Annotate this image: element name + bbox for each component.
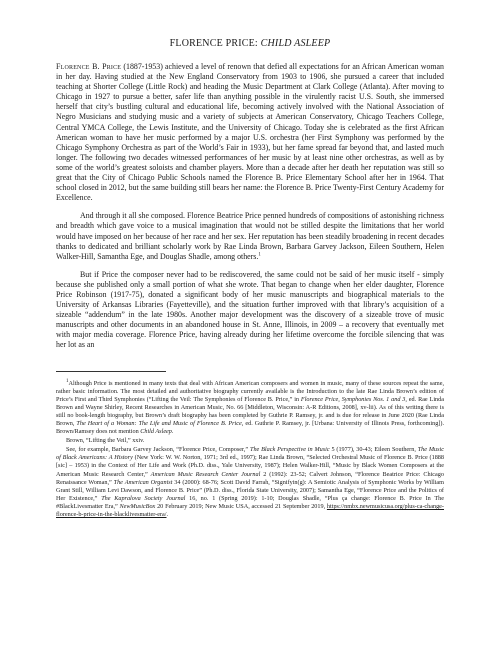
- footnote-1-text-d: .: [171, 428, 174, 436]
- footnote-1-text-b: , ed. Rae Linda Brown and Wayne Shirley, Recent Researches in American Music, No. 66 [Middleton, Wisconsin: A-R Editions, 2008], xv-lii). As of this writing there is still no book-length biography, but Brown’s draft biography has been completed by Guthrie P. Ramsey, jr. and is due for release in June 2020 (Rae Linda Brown,: [56, 395, 444, 427]
- footnote-1-text-a: Although Price is mentioned in many texts that deal with African American composers and women in music, many of these sources repeat the same, rather basic information. The most detailed and authoritative biography currently available is the Introduction to the late Rae Linda Brown’s edition of Price’s First and Third Symphonies (“Lifting the Veil: The Symphonies of Florence B. Price,” in: [56, 379, 444, 403]
- paragraph-3-text: But if Price the composer never had to be rediscovered, the same could not be said of her music itself - simply because she published only a small portion of what she wrote. That began to change when her elder daughter, Florence Price Robinson (1917-75), donated a significant body of her music manuscripts and biographical materials to the University of Arkansas Libraries (Fayetteville), and the situation further improved with that library’s acquisition of a sizeable “addendum” in the late 1980s. Another major development was the discovery of a sizeable trove of music manuscripts and other documents in an abandoned house in St. Anne, Illinois, in 2009 – a recovery that eventually met with major media coverage. Florence Price, having already during her lifetime overcome the forcible silencing that was her lot as an: [56, 269, 444, 350]
- footnote-3-text-a: See, for example, Barbara Garvey Jackson, “Florence Price, Composer,”: [66, 446, 250, 454]
- footnote-3-text-h: .: [166, 511, 169, 519]
- footnote-1: [56, 380, 444, 437]
- footnote-ref-1[interactable]: 1: [258, 252, 261, 258]
- body-text: [56, 62, 444, 351]
- footnote-3-italic-e: The Kapralova Society Journal: [101, 494, 186, 502]
- footnote-rule: [56, 371, 166, 372]
- paragraph-3: [56, 270, 444, 351]
- footnote-2: [56, 437, 444, 445]
- footnote-3-italic-a: The Black Perspective in Music: [250, 446, 330, 454]
- author-name-smallcaps: Florence B. Price: [56, 62, 122, 71]
- footnote-3-text-g: 20 February 2019; New Music USA, accessed 21 September 2019,: [155, 502, 327, 510]
- paragraph-1: [56, 62, 444, 203]
- footnote-3-italic-d: The American Organist: [113, 478, 173, 486]
- paragraph-1-text: (1887-1953) achieved a level of renown that defied all expectations for an African American woman in her day. Having studied at the New England Conservatory from 1903 to 1906, she pursued a career that included teaching at Shorter College (Little Rock) and heading the Music Department at Clark College (Atlanta). After moving to Chicago in 1927 to pursue a better, safer life than anything possible in the virulently racist U.S. South, she immersed herself that city’s bustling cultural and educational life, becoming actively involved with the National Association of Negro Musicians and studying music and a variety of subjects at American Conservatory, Chicago Teachers College, Central YMCA College, the Lewis Institute, and the University of Chicago. Today she is celebrated as the first African American woman to have her music performed by a major U.S. orchestra (her First Symphony was performed by the Chicago Symphony Orchestra as part of the World’s Fair in 1933), but her fame spread far beyond that, and lasted much longer. The following two decades witnessed performances of her music by at least nine other orchestras, as well as by some of the world’s greatest soloists and chamber players. More than a decade after her death her reputation was still so great that the City of Chicago Public Schools named the Florence B. Price Elementary School after her in 1964. That school closed in 2012, but the same building still bears her name: the Florence B. Price Twenty-First Century Academy for Excellence.: [56, 62, 444, 203]
- footnote-3-text-c: (New York: W. W. Norton, 1971; 3rd ed., 1997); Rae Linda Brown, “Selected Orchestral Music of Florence B. Price (1888 [sic] – 1953) in the Context of Her Life and Work (Ph.D. diss., Yale University, 1987); Helen Walker-Hill, “Music by Black Women Composers at the American Music Research Center,”: [56, 454, 444, 478]
- footnotes: [56, 380, 444, 520]
- paragraph-2-text: And through it all she composed. Florence Beatrice Price penned hundreds of compositions of astonishing richness and breadth which gave voice to a musical imagination that would not be stilled despite the limitations that her world would have imposed on her because of her race and her sex. Her reputation has been steadily broadening in recent decades thanks to dedicated and brilliant scholarly work by Rae Linda Brown, Barbara Garvey Jackson, Eileen Southern, Helen Walker-Hill, Samantha Ege, and Douglas Shadle, among others.: [56, 211, 444, 261]
- footnote-3-text-f: 16, no. 1 (Spring 2019): 1-10; Douglas Shadle, “Plus ça change: Florence B. Price In The #BlackLivesmatter Era,”: [56, 494, 445, 510]
- footnote-3-italic-b: The Music of Black Americans: A History: [56, 446, 444, 462]
- footnote-1-italic-c: Child Asleep: [140, 428, 172, 436]
- footnote-1-italic-b: The Heart of a Woman: The Life and Music of Florence B. Price: [76, 420, 242, 427]
- footnote-1-number: 1: [66, 378, 69, 384]
- footnote-3-italic-f: NewMusicBox: [119, 502, 156, 510]
- footnote-3-italic-c: American Music Research Center Journal: [150, 470, 261, 478]
- footnote-1-italic-a: Florence Price, Symphonies Nos. 1 and 3: [300, 395, 406, 403]
- footnote-3-text-d: 2 (1992): 23-52; Calvert Johnson, “Florence Beatrice Price: Chicago Renaissance Woman,”: [56, 470, 444, 486]
- footnote-3-link[interactable]: https://nmbx.newmusicusa.org/plus-ca-change-florence-b-price-in-the-blacklivesmatter-era/: [56, 502, 444, 519]
- title-italic: CHILD ASLEEP: [260, 38, 331, 49]
- footnote-2-text: Brown, “Lifting the Veil,” xxiv.: [66, 437, 145, 445]
- footnote-3: [56, 446, 444, 519]
- page-title: [56, 38, 444, 50]
- title-prefix: FLORENCE PRICE:: [169, 38, 261, 49]
- footnote-3-text-e: 34 (2000): 68-76; Scott David Farrah, “Signifyin(g): A Semiotic Analysis of Symphonic Works by William Grant Still, William Levi Dawson, and Florence B. Price” (Ph.D. diss., Florida State University, 2007); Samantha Ege, “Florence Price and the Politics of Her Existence,”: [56, 478, 444, 502]
- footnote-3-text-b: 5 (1977), 30-43; Eileen Southern,: [329, 446, 418, 454]
- footnote-1-text-c: , ed. Guthrie P. Ramsey, jr. [Urbana: University of Illinois Press, forthcoming]). Brown/Ramsey does not mention: [56, 420, 444, 436]
- paragraph-2: [56, 211, 444, 261]
